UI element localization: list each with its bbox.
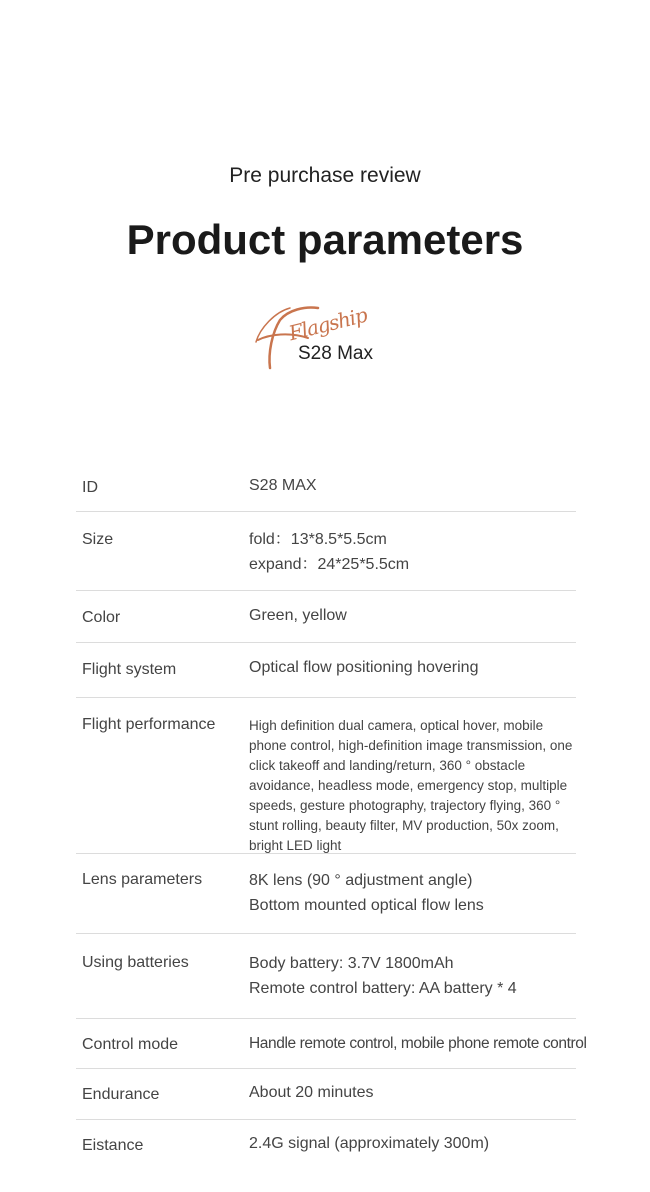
param-value: fold：13*8.5*5.5cm expand：24*25*5.5cm <box>249 531 410 573</box>
param-value: S28 MAX <box>249 477 317 494</box>
parameters-table <box>76 464 587 1170</box>
param-label: Control mode <box>82 1036 179 1053</box>
param-row-endurance <box>76 1069 576 1120</box>
param-row-using-batteries <box>76 934 576 1019</box>
param-value: 8K lens (90 ° adjustment angle) Bottom mounted optical flow lens <box>249 872 484 914</box>
page-title: Product parameters <box>126 216 524 263</box>
param-value: Optical flow positioning hovering <box>249 659 479 676</box>
param-row-color <box>76 591 576 643</box>
param-row-flight-performance <box>76 698 576 854</box>
param-label: ID <box>82 479 98 496</box>
param-value: Green, yellow <box>249 607 347 624</box>
page-subtitle: Pre purchase review <box>229 164 421 187</box>
param-label: Endurance <box>82 1086 160 1103</box>
flagship-logo <box>250 298 390 378</box>
param-label: Flight performance <box>82 716 216 733</box>
param-label: Color <box>82 609 121 626</box>
param-row-lens-parameters <box>76 854 576 934</box>
param-row-control-mode <box>76 1019 587 1069</box>
param-label: Using batteries <box>82 954 189 971</box>
param-value: About 20 minutes <box>249 1084 374 1101</box>
param-label: Flight system <box>82 661 177 678</box>
param-label: Size <box>82 531 114 548</box>
logo-model-name: S28 Max <box>298 343 373 364</box>
param-row-size <box>76 512 576 591</box>
param-value: High definition dual camera, optical hover, mobile phone control, high-definition image transmission, one click takeoff and landing/return, 360 ° obstacle avoidance, headless mode, emergency stop, multiple speeds, gesture photography, trajectory flying, 360 ° stunt rolling, beauty filter, MV production, 50x zoom, bright LED light <box>249 718 573 853</box>
logo-script-text: Flagship <box>286 302 370 346</box>
param-value: 2.4G signal (approximately 300m) <box>249 1135 490 1152</box>
param-row-flight-system <box>76 643 576 698</box>
param-row-distance <box>76 1120 576 1170</box>
param-label: Eistance <box>82 1137 144 1154</box>
param-label: Lens parameters <box>82 871 203 888</box>
param-row-id <box>76 464 576 512</box>
param-value: Handle remote control, mobile phone remote control <box>249 1035 587 1052</box>
param-value: Body battery: 3.7V 1800mAh Remote control battery: AA battery * 4 <box>249 955 517 997</box>
